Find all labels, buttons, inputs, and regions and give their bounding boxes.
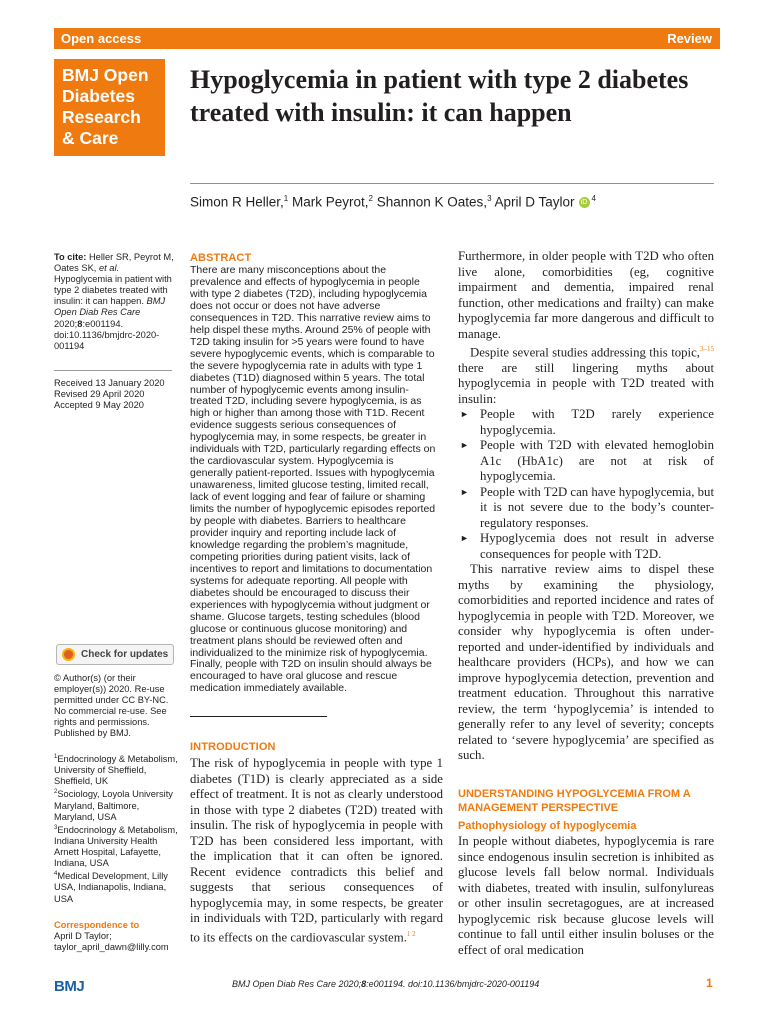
paragraph: This narrative review aims to dispel these myths by examining the physiology, comorbidities and reported incidence and rates of hypoglycemia in people with T2D. Moreover, we consider why hypoglycemia is often under-reported and under-identified by individuals and healthcare providers (HCPs), and how we can improve hypoglycemia detection, prevention and treatment education. Throughout this narrative review, the term ‘hypoglycemia’ is intended to generally refer to any level of severity; concepts related to ‘severe hypoglycemia’ are specified as such. <box>458 562 714 763</box>
list-item: ► People with T2D can have hypoglycemia, but it is not severe due to the body’s counter-regulatory responses. <box>458 485 714 532</box>
abstract-divider <box>190 716 327 717</box>
sidebar-divider <box>54 370 172 371</box>
revised-date: Revised 29 April 2020 <box>54 389 145 400</box>
myth-list <box>458 407 714 562</box>
author-name[interactable]: Mark Peyrot, <box>288 194 369 210</box>
introduction-heading: INTRODUCTION <box>190 741 276 753</box>
affiliations <box>54 752 179 905</box>
affiliation-item: $^3$Endocrinology & Metabolism, Indiana University Health Arnett Hospital, Lafayette, Indiana, USA <box>54 824 178 869</box>
article-dates <box>54 378 179 411</box>
header-bar <box>54 28 720 49</box>
abstract-text: There are many misconceptions about the prevalence and effects of hypoglycemia in people with type 2 diabetes (T2D), including hypoglycemia does not occur or does not have adverse consequences in T2D. This narrative review aims to help dispel these myths. Around 25% of people with T2D taking insulin for >5 years were found to have severe hypoglycemic events, which is comparable to the severe hypoglycemia rate in adults with type 1 diabetes (T1D) diagnosed within 5 years. The total number of hypoglycemic events among insulin-treated T2D, including severe hypoglycemia, is as high or higher than among those with T1D. Recent evidence suggests serious consequences of hypoglycemia may, in some respects, be greater in individuals with T2D, particularly regarding effects on the cardiovascular system. Hypoglycemia is generally patient-reported. Issues with hypoglycemia unawareness, limited glucose testing, limited recall, lack of event logging and fear of failure or shaming limits the number of hypoglycemic episodes reported by people with diabetes. Barriers to healthcare provider inquiry and reporting include lack of knowledge regarding the problem’s magnitude, competing priorities during patient visits, lack of incentives to report and limitations to documentation systems for adequate reporting. All people with diabetes should be encouraged to discuss their experiences with hypoglycemia without judgment or shame. Glucose targets, testing schedules (blood glucose or continuous glucose monitoring) and treatment plans should be reviewed often and individualized to the minimize risk of hypoglycemia. Finally, people with T2D on insulin should always be encouraged to have oral glucose and rescue medication immediately available. <box>190 264 436 695</box>
author-name[interactable]: Shannon K Oates, <box>372 194 488 210</box>
affiliation-item: $^1$Endocrinology & Metabolism, University of Sheffield, Sheffield, UK <box>54 754 178 787</box>
orcid-icon[interactable]: iD <box>579 197 590 208</box>
list-item: ► People with T2D rarely experience hypoglycemia. <box>458 407 714 438</box>
affiliation-item: $^2$Sociology, Loyola University Maryland, Baltimore, Maryland, USA <box>54 789 173 822</box>
author-name[interactable]: Simon R Heller, <box>190 194 284 210</box>
correspondence-block <box>54 920 179 953</box>
correspondence-email[interactable]: taylor_april_dawn@lilly.com <box>54 942 169 953</box>
author-name[interactable]: April D Taylor <box>491 194 575 210</box>
paragraph: Despite several studies addressing this topic,$^{3-15}$ there are still lingering myths about hypoglycemia in people with T2D treated with insulin: <box>458 345 714 406</box>
author-list: Simon R Heller,$^1$ Mark Peyrot,$^2$ Shannon K Oates,$^3$ April D Taylor iD $^4$ <box>190 194 596 210</box>
affiliation-item: $^4$Medical Development, Lilly USA, Indianapolis, Indiana, USA <box>54 871 168 904</box>
correspondence-name: April D Taylor; <box>54 931 112 942</box>
article-title: Hypoglycemia in patient with type 2 diabetes treated with insulin: it can happen <box>190 65 689 127</box>
crossmark-icon <box>62 648 75 661</box>
list-item: ► Hypoglycemia does not result in adverse consequences for people with T2D. <box>458 531 714 562</box>
footer-citation: BMJ Open Diab Res Care 2020;8:e001194. doi:10.1136/bmjdrc-2020-001194 <box>232 979 540 989</box>
journal-logo[interactable]: BMJ Open Diabetes Research & Care <box>54 59 165 156</box>
bmj-logo[interactable]: BMJ <box>54 978 85 995</box>
article-type-label: Review <box>667 31 712 46</box>
reference-link[interactable]: 3–15 <box>700 345 714 353</box>
accepted-date: Accepted 9 May 2020 <box>54 400 144 411</box>
section-heading: UNDERSTANDING HYPOGLYCEMIA FROM A MANAGEMENT PERSPECTIVE <box>458 788 691 814</box>
subsection-heading: Pathophysiology of hypoglycemia <box>458 820 637 832</box>
received-date: Received 13 January 2020 <box>54 378 165 388</box>
correspondence-label: Correspondence to <box>54 920 140 930</box>
reference-link[interactable]: 1 2 <box>406 929 416 938</box>
page-number: 1 <box>706 976 713 990</box>
pathophysiology-body <box>458 834 714 958</box>
list-item: ► People with T2D with elevated hemoglobin A1c (HbA1c) are not at risk of hypoglycemia. <box>458 438 714 485</box>
license-block <box>54 673 179 740</box>
introduction-body: The risk of hypoglycemia in people with type 1 diabetes (T1D) is clearly appreciated as a side effect of treatment. It is not as clearly understood in those with type 2 diabetes (T2D) treated with insulin. The risk of hypoglycemia in people with T2D has been considered less important, with the implication that it can often be ignored. Recent evidence contradicts this belief and suggests that serious consequences of hypoglycemia may, in some respects, be greater in individuals with T2D, particularly with regard to its effects on the cardiovascular system.$^{1 2}$ <box>190 756 443 944</box>
citation-block: To cite: Heller SR, Peyrot M, Oates SK, et al. Hypoglycemia in patient with type 2 diabetes treated with insulin: it can happen. BMJ Open Diab Res Care 2020;8:e001194. doi:10.1136/bmjdrc-2020-001194 <box>54 252 174 351</box>
open-access-label[interactable]: Open access <box>61 31 142 46</box>
check-for-updates-button[interactable]: Check for updates <box>56 644 174 665</box>
paragraph: In people without diabetes, hypoglycemia is rare since endogenous insulin secretion is inhibited as glucose levels fall below normal. Individuals with diabetes, treated with insulin, sulfonylureas or other insulin secretagogues, are at increased hypoglycemic risk because glucose levels will continue to fall until either insulin boluses or the effect of oral medication <box>458 834 714 957</box>
paragraph: Furthermore, in older people with T2D who often live alone, comorbidities (eg, cognitive impairment and dementia, impaired renal function, other medications and frailty) can make hypoglycemia far more dangerous and difficult to manage. <box>458 249 714 341</box>
title-divider <box>190 183 714 184</box>
license-text: © Author(s) (or their employer(s)) 2020. Re-use permitted under CC BY-NC. No commercial re-use. See rights and permissions. Published by BMJ. <box>54 673 169 739</box>
right-column-body <box>458 249 714 764</box>
abstract-heading: ABSTRACT <box>190 252 252 264</box>
